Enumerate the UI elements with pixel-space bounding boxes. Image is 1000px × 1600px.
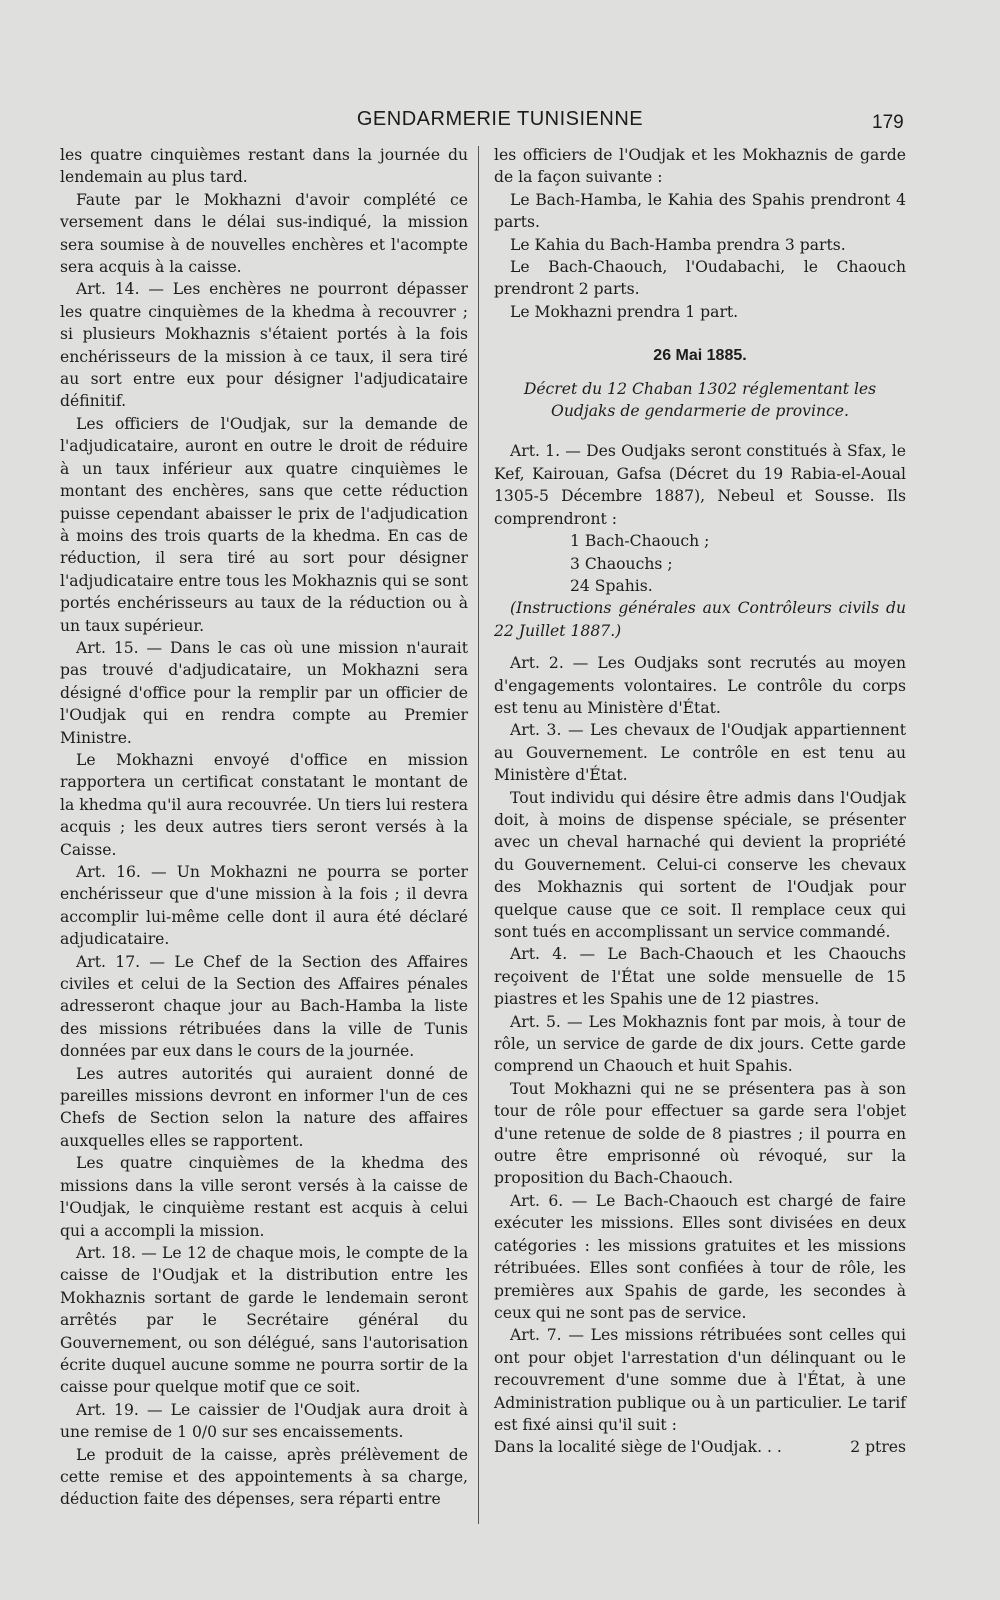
paragraph: Le Bach-Hamba, le Kahia des Spahis prendront 4 parts. <box>494 190 906 232</box>
paragraph: Art. 17. — Le Chef de la Section des Affaires civiles et celui de la Section des Affaires pénales adresseront chaque jour au Bach-Hamba la liste des missions rétribuées dans la ville de Tunis données par eux dans le cours de la journée. <box>60 952 468 1061</box>
paragraph: Art. 5. — Les Mokhaznis font par mois, à tour de rôle, un service de garde de dix jours. Cette garde comprend un Chaouch et huit Spahis. <box>494 1012 906 1076</box>
paragraph: les quatre cinquièmes restant dans la journée du lendemain au plus tard. <box>60 146 468 187</box>
list-item: 24 Spahis. <box>570 576 653 595</box>
paragraph: Art. 3. — Les chevaux de l'Oudjak appartiennent au Gouvernement. Le contrôle en est tenu au Ministère d'État. <box>494 721 906 785</box>
paragraph: Les officiers de l'Oudjak, sur la demande de l'adjudicataire, auront en outre le droit de réduire à un taux inférieur aux quatre cinquièmes le montant des enchères, sans que cette réduction puisse cependant abaisser le prix de l'adjudication à moins des trois quarts de la khedma. En cas de réduction, il sera tiré au sort pour désigner l'adjudicataire entre tous les Mokhaznis qui se sont portés enchérisseurs au taux de la réduction ou à un taux supérieur. <box>60 414 468 635</box>
paragraph: Le Kahia du Bach-Hamba prendra 3 parts. <box>510 235 846 254</box>
paragraph: Art. 7. — Les missions rétribuées sont celles qui ont pour objet l'arrestation d'un délinquant ou le recouvrement d'une somme due à l'État, à une Administration publique ou à un particulier. Le tarif est fixé ainsi qu'il suit : <box>494 1326 906 1434</box>
paragraph: Art. 16. — Un Mokhazni ne pourra se porter enchérisseur que d'une mission à la fois ; il devra accomplir lui-même celle dont il aura été déclaré adjudicataire. <box>60 863 468 949</box>
paragraph: Le Mokhazni envoyé d'office en mission rapportera un certificat constatant le montant de la khedma qu'il aura recouvrée. Un tiers lui restera acquis ; les deux autres tiers seront versés à la Caisse. <box>60 750 468 859</box>
paragraph: Tout Mokhazni qui ne se présentera pas à son tour de rôle pour effectuer sa garde sera l'objet d'une retenue de solde de 8 piastres ; il pourra en outre être emprisonné où révoqué, sur la proposition du Bach-Chaouch. <box>494 1079 906 1188</box>
paragraph: Les quatre cinquièmes de la khedma des missions dans la ville seront versés à la caisse de l'Oudjak, le cinquième restant est acquis à celui qui a accompli la mission. <box>60 1154 468 1240</box>
paragraph: Le produit de la caisse, après prélèvement de cette remise et des appointements à sa charge, déduction faite des dépenses, sera réparti entre <box>60 1445 468 1509</box>
paragraph: Tout individu qui désire être admis dans l'Oudjak doit, à moins de dispense spéciale, se présenter avec un cheval harnaché qui devient la propriété du Gouvernement. Celui-ci conserve les chevaux des Mokhaznis qui sortent de l'Oudjak pour quelque cause que ce soit. Il remplace ceux qui sont tués en accomplissant un service commandé. <box>494 788 906 941</box>
paragraph: Art. 14. — Les enchères ne pourront dépasser les quatre cinquièmes de la khedma à recouvrer ; si plusieurs Mokhaznis s'étaient portés à la fois enchérisseurs de la mission à ce taux, il sera tiré au sort entre eux pour désigner l'adjudicataire définitif. <box>60 280 468 411</box>
decree-title: Décret du 12 Chaban 1302 réglementant les Oudjaks de gendarmerie de province. <box>523 379 877 421</box>
tarif-value: 2 ptres <box>850 1438 906 1457</box>
instructions-reference: (Instructions générales aux Contrôleurs civils du 22 Juillet 1887.) <box>494 599 906 640</box>
paragraph: Faute par le Mokhazni d'avoir complété ce versement dans le délai sus-indiqué, la mission sera soumise à de nouvelles enchères et l'acompte sera acquis à la caisse. <box>60 190 468 277</box>
column-divider <box>478 146 479 1524</box>
paragraph: Art. 18. — Le 12 de chaque mois, le compte de la caisse de l'Oudjak et la distribution entre les Mokhaznis sortant de garde le lendemain seront arrêtés par le Secrétaire général du Gouvernement, ou son délégué, sans l'autorisation écrite duquel aucune somme ne pourra sortir de la caisse pour quelque motif que ce soit. <box>60 1243 468 1397</box>
right-column <box>494 144 906 1459</box>
paragraph: Art. 1. — Des Oudjaks seront constitués à Sfax, le Kef, Kairouan, Gafsa (Décret du 19 Rabia-el-Aoual 1305-5 Décembre 1887), Nebeul et Sousse. Ils comprendront : <box>494 442 906 528</box>
paragraph: Art. 19. — Le caissier de l'Oudjak aura droit à une remise de 1 0/0 sur ses encaissements. <box>60 1400 468 1442</box>
paragraph: Art. 15. — Dans le cas où une mission n'aurait pas trouvé d'adjudicataire, un Mokhazni sera désigné d'office pour la remplir par un officier de l'Oudjak qui en rendra compte au Premier Ministre. <box>60 638 468 747</box>
page-number: 179 <box>872 112 904 133</box>
paragraph: Le Mokhazni prendra 1 part. <box>510 302 739 321</box>
running-header: GENDARMERIE TUNISIENNE <box>356 108 644 130</box>
left-column <box>60 144 468 1511</box>
tarif-line <box>494 1436 906 1458</box>
paragraph: Art. 6. — Le Bach-Chaouch est chargé de faire exécuter les missions. Elles sont divisées en deux catégories : les missions gratuites et les missions rétribuées. Elles sont confiées à tour de rôle, les premières aux Spahis de garde, les secondes à ceux qui ne sont pas de service. <box>494 1191 906 1322</box>
paragraph: Le Bach-Chaouch, l'Oudabachi, le Chaouch prendront 2 parts. <box>494 258 906 299</box>
paragraph: les officiers de l'Oudjak et les Mokhaznis de garde de la façon suivante : <box>494 146 906 187</box>
tarif-label: Dans la localité siège de l'Oudjak. . . <box>494 1438 782 1457</box>
section-date: 26 Mai 1885. <box>653 347 747 365</box>
paragraph: Les autres autorités qui auraient donné de pareilles missions devront en informer l'un de ces Chefs de Section selon la nature des affaires auxquelles elles se rapportent. <box>60 1064 468 1150</box>
list-item: 1 Bach-Chaouch ; <box>570 532 710 551</box>
paragraph: Art. 4. — Le Bach-Chaouch et les Chaouchs reçoivent de l'État une solde mensuelle de 15 piastres et les Spahis une de 12 piastres. <box>494 945 906 1009</box>
paragraph: Art. 2. — Les Oudjaks sont recrutés au moyen d'engagements volontaires. Le contrôle du corps est tenu au Ministère d'État. <box>494 654 906 717</box>
list-item: 3 Chaouchs ; <box>570 554 673 573</box>
